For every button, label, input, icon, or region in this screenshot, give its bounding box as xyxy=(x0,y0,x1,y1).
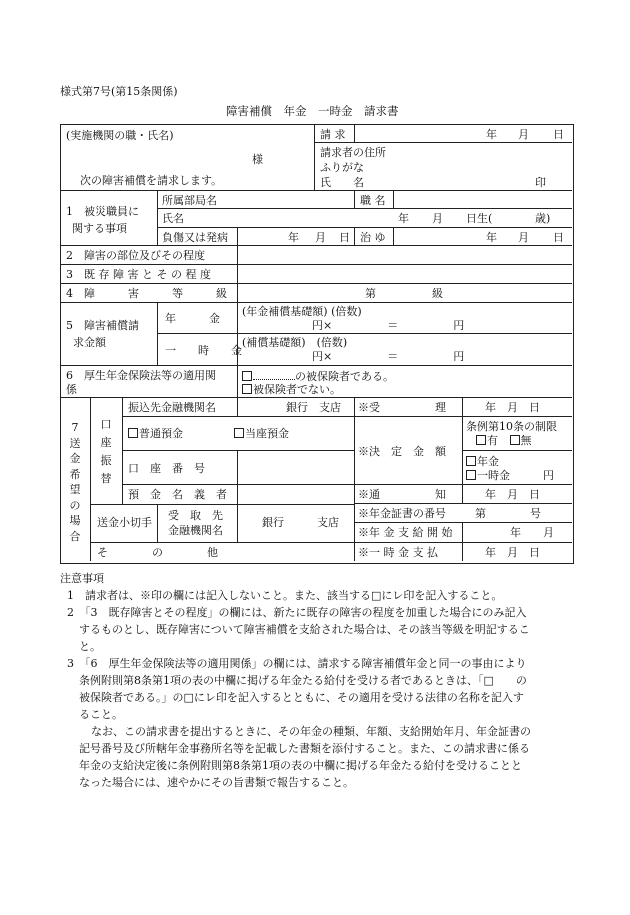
onset-month: 月 xyxy=(315,231,326,244)
birth-year: 年 xyxy=(398,212,409,225)
cert-label: ※年金証書の番号 xyxy=(358,507,446,520)
received-date: 年 月 日 xyxy=(485,401,540,414)
ordinary-deposit-checkbox[interactable] xyxy=(128,428,138,438)
name-label: 氏 名 xyxy=(320,176,364,189)
section6-option2 xyxy=(242,384,341,395)
page-title: 障害補償 年金 一時金 請求書 xyxy=(226,104,399,118)
birth-month: 月 xyxy=(432,212,443,225)
section1-label-line2: 関する事項 xyxy=(72,222,127,235)
option2-text: 被保険者でない。 xyxy=(253,383,341,396)
note-3b: 条例附則第8条第1項の表の中欄に掲げる年金たる給付を受ける者であるときは、「□ の xyxy=(79,674,527,687)
note-2b: するものとし、既存障害について障害補償を支給された場合は、その該当等級を明記するこ xyxy=(79,623,530,636)
pension-calc: 円× ＝ 円 xyxy=(312,319,465,332)
lump-pay-label: ※一 時 金 支 払 xyxy=(358,546,438,559)
request-date-label: 請 求 xyxy=(320,128,346,141)
note-1: 1 請求者は、※印の欄には記入しないこと。また、該当する□にレ印を記入すること。 xyxy=(67,589,503,602)
birth-day: 日生( xyxy=(466,212,493,225)
section7-label: 7送金希望の場合 xyxy=(69,421,81,543)
address-label: 請求者の住所 xyxy=(320,146,386,159)
section6-label-line2: 係 xyxy=(66,383,77,396)
law-name-blank[interactable] xyxy=(253,370,295,380)
cure-day: 日 xyxy=(553,231,564,244)
cure-month: 月 xyxy=(518,231,529,244)
deposit-type-current xyxy=(234,428,289,439)
bank-value: 銀行 支店 xyxy=(286,401,341,414)
account-holder-label: 預 金 名 義 者 xyxy=(128,488,227,501)
cure-year: 年 xyxy=(486,231,497,244)
note-3a: 3 「6 厚生年金保険法等の適用関係」の欄には、請求する障害補償年金と同一の事由により xyxy=(67,657,527,670)
current-deposit-label: 当座預金 xyxy=(245,427,289,440)
decision-label: ※決 定 金 額 xyxy=(358,445,446,458)
form-number: 様式第7号(第15条関係) xyxy=(60,85,178,98)
section1-label-line1: 1 被災職員に xyxy=(66,205,139,218)
decision-pension-opt xyxy=(466,456,499,467)
victim-name-label: 氏名 xyxy=(162,212,184,225)
ordinary-deposit-label: 普通預金 xyxy=(139,427,183,440)
lump-label: 一 時 金 xyxy=(165,344,242,357)
note-2a: 2 「3 既存障害とその程度」の欄には、新たに既存の障害の程度を加重した場合にのみ記入 xyxy=(67,606,527,619)
seal-mark: 印 xyxy=(535,176,546,189)
pension-formula: (年金補償基礎額) (倍数) xyxy=(242,305,362,318)
onset-day: 日 xyxy=(339,231,350,244)
lump-calc: 円× ＝ 円 xyxy=(312,350,465,363)
section4-label: 4 障 害 等 級 xyxy=(66,287,227,300)
notice-label: ※通 知 xyxy=(358,488,446,501)
decision-lump-label: 一時金 円 xyxy=(477,469,554,482)
received-label: ※受 理 xyxy=(358,401,446,414)
restriction-label: 条例第10条の制限 xyxy=(466,420,557,433)
note-4a: なお、この請求書を提出するときに、その年金の種類、年額、支給開始年月、年金証書の xyxy=(91,725,531,738)
grade-dai: 第 xyxy=(365,287,376,300)
receiver-value: 銀行 支店 xyxy=(262,516,339,529)
request-year: 年 xyxy=(486,128,497,141)
cure-label: 治 ゆ xyxy=(360,231,386,244)
note-3d: ること。 xyxy=(79,708,123,721)
cert-value: 第 号 xyxy=(475,507,541,520)
lump-formula: (補償基礎額) (倍数) xyxy=(242,336,348,349)
onset-label: 負傷又は発病 xyxy=(162,231,228,244)
receiver-line1: 受 取 先 xyxy=(168,509,223,522)
pension-label: 年 金 xyxy=(165,312,220,325)
note-2c: と。 xyxy=(79,640,101,653)
bank-label: 振込先金融機関名 xyxy=(128,401,216,414)
notes-heading: 注意事項 xyxy=(60,572,104,585)
section2-label: 2 障害の部位及びその程度 xyxy=(66,249,205,262)
remittance-label: 送金小切手 xyxy=(97,516,152,529)
furigana-label: ふりがな xyxy=(320,161,364,174)
grade-kyu: 級 xyxy=(432,287,443,300)
notice-date: 年 月 日 xyxy=(485,488,540,501)
onset-year: 年 xyxy=(288,231,299,244)
restriction-yes-label: 有 xyxy=(487,434,498,447)
start-label: ※年 金 支 給 開 始 xyxy=(358,526,453,539)
deposit-type xyxy=(128,428,183,439)
decision-lump-opt xyxy=(466,470,554,481)
current-deposit-checkbox[interactable] xyxy=(234,428,244,438)
dept-label: 所属部局名 xyxy=(162,194,217,207)
lump-pay-value: 年 月 日 xyxy=(485,546,540,559)
notes-body xyxy=(67,587,575,791)
other-label: そ の 他 xyxy=(97,546,218,559)
decision-pension-checkbox[interactable] xyxy=(466,456,476,466)
note-4b: 記号番号及び所轄年金事務所名等を記載した書類を添付すること。また、この請求書に係る xyxy=(79,742,530,755)
section6-label-line1: 6 厚生年金保険法等の適用関 xyxy=(66,369,216,382)
restriction-yes-checkbox[interactable] xyxy=(476,435,486,445)
section6-option1 xyxy=(242,370,394,382)
option1-text: の被保険者である。 xyxy=(295,370,394,383)
request-day: 日 xyxy=(553,128,564,141)
request-statement: 次の障害補償を請求します。 xyxy=(80,174,223,187)
agency-label: (実施機関の職・氏名) xyxy=(66,129,174,142)
not-insured-checkbox[interactable] xyxy=(242,384,252,394)
sama-label: 様 xyxy=(252,153,263,166)
restriction-no-checkbox[interactable] xyxy=(510,435,520,445)
note-4c: 年金の支給決定後に条例附則第8条第1項の表の中欄に掲げる年金たる給付を受けることと xyxy=(79,759,522,772)
receiver-line2: 金融機関名 xyxy=(168,524,223,537)
insured-checkbox[interactable] xyxy=(242,371,252,381)
start-value: 年 月 xyxy=(510,526,554,539)
note-3c: 被保険者である。」の□にレ印を記入するとともに、その適用を受ける法律の名称を記入す xyxy=(79,691,524,704)
restriction-options xyxy=(476,435,532,446)
account-transfer-label: 口座振替 xyxy=(100,418,112,485)
section5-label-line1: 5 障害補償請 xyxy=(66,319,139,332)
decision-lump-checkbox[interactable] xyxy=(466,470,476,480)
note-4d: なった場合には、速やかにその旨書類で報告すること。 xyxy=(79,776,354,789)
account-number-label: 口 座 番 号 xyxy=(128,462,205,475)
section3-label: 3 既 存 障 害 と そ の 程 度 xyxy=(66,268,211,281)
restriction-no-label: 無 xyxy=(520,434,532,447)
position-label: 職 名 xyxy=(360,194,386,207)
decision-pension-label: 年金 xyxy=(477,455,499,468)
request-month: 月 xyxy=(518,128,529,141)
section5-label-line2: 求金額 xyxy=(73,336,106,349)
age-label: 歳) xyxy=(535,212,551,225)
